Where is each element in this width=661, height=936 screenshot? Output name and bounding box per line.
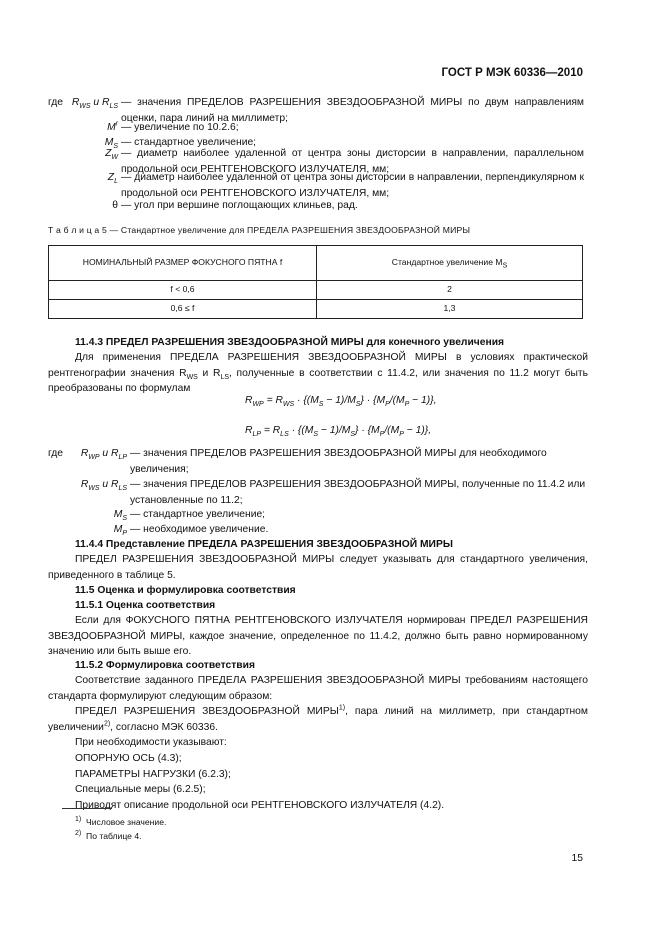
table-header-row bbox=[49, 246, 583, 281]
footnote-mark: 1) bbox=[75, 816, 82, 824]
def-symbol: $M^r$ bbox=[107, 120, 118, 133]
footnote-divider bbox=[62, 808, 112, 809]
def-text: — увеличение по 10.2.6; bbox=[121, 122, 239, 133]
list-line: Приводят описание продольной оси РЕНТГЕНОВСКОГО ИЗЛУЧАТЕЛЯ (4.2). bbox=[75, 799, 445, 811]
formula-rwp: $R_{WP} = R_{WS} \cdot \{(M_S - 1)/M_S\} \cdot \{M_P/(M_P - 1)\}$, bbox=[245, 395, 437, 409]
formula-rlp: $R_{LP} = R_{LS} \cdot \{(M_S - 1)/M_S\} \cdot \{M_P/(M_P - 1)\}$, bbox=[245, 425, 432, 439]
table-row bbox=[49, 281, 583, 300]
paragraph: ПРЕДЕЛ РАЗРЕШЕНИЯ ЗВЕЗДООБРАЗНОЙ МИРЫ следует указывать для стандартного увеличения, приведенного в таблице 5. bbox=[48, 554, 588, 581]
section-body bbox=[48, 350, 588, 397]
table-header-cell: НОМИНАЛЬНЫЙ РАЗМЕР ФОКУСНОГО ПЯТНА f bbox=[49, 246, 317, 281]
section-heading-11-4-4: 11.4.4 Представление ПРЕДЕЛА РАЗРЕШЕНИЯ ЗВЕЗДООБРАЗНОЙ МИРЫ bbox=[75, 539, 453, 550]
def-text: — стандартное увеличение; bbox=[121, 137, 257, 148]
list-line: ПАРАМЕТРЫ НАГРУЗКИ (6.2.3); bbox=[75, 768, 231, 780]
def-text: — диаметр наиболее удаленной от центра зоны дисторсии в направлении, параллельном продольной оси РЕНТГЕНОВСКОГО ИЗЛУЧАТЕЛЯ, мм; bbox=[121, 148, 584, 175]
def-symbol: θ bbox=[112, 200, 118, 211]
footnote-text: Числовое значение. bbox=[86, 817, 167, 827]
footnote-mark: 2) bbox=[75, 830, 82, 838]
section-heading-11-5-2: 11.5.2 Формулировка соответствия bbox=[75, 660, 255, 671]
paragraph: Если для ФОКУСНОГО ПЯТНА РЕНТГЕНОВСКОГО ИЗЛУЧАТЕЛЯ нормирован ПРЕДЕЛ РАЗРЕШЕНИЯ ЗВЕЗДООБРАЗНОЙ МИРЫ, каждое значение, определенное по 11.4.2, должно быть равно нормированному значению или быть выше его. bbox=[48, 615, 588, 658]
def-text: — значения ПРЕДЕЛОВ РАЗРЕШЕНИЯ ЗВЕЗДООБРАЗНОЙ МИРЫ, полученные по 11.4.2 или установленные по 11.2; bbox=[130, 479, 586, 506]
footnote-text: По таблице 4. bbox=[86, 831, 142, 841]
def-text: — значения ПРЕДЕЛОВ РАЗРЕШЕНИЯ ЗВЕЗДООБРАЗНОЙ МИРЫ по двум направлениям оценки, пара линий на миллиметр; bbox=[121, 97, 584, 124]
table-cell: 0,6 ≤ f bbox=[49, 300, 317, 319]
def-symbol: $M_S$ bbox=[104, 137, 118, 151]
def-text: — необходимое увеличение. bbox=[130, 524, 269, 535]
paragraph: ПРЕДЕЛ РАЗРЕШЕНИЯ ЗВЕЗДООБРАЗНОЙ МИРЫ$^{1)}$, пара линий на миллиметр, при стандартном увеличении$^{2)}$, согласно МЭК 60336. bbox=[48, 704, 588, 733]
table-5 bbox=[48, 245, 583, 319]
paragraph: Для применения ПРЕДЕЛА РАЗРЕШЕНИЯ ЗВЕЗДООБРАЗНОЙ МИРЫ в условиях практической рентгенографии значения $R_{WS}$ и $R_{LS}$, полученные в соответствии с 11.4.2, или значения по 11.2 могут быть преобразованы по формулам bbox=[48, 352, 588, 395]
def-symbol: $M_S$ bbox=[113, 509, 127, 523]
table-header-cell: Стандартное увеличение $M_S$ bbox=[317, 246, 583, 281]
defs-lead: где bbox=[48, 97, 64, 108]
section-body bbox=[48, 613, 588, 660]
def-text: — стандартное увеличение; bbox=[130, 509, 266, 520]
table-caption: Т а б л и ц а 5 — Стандартное увеличение для ПРЕДЕЛА РАЗРЕШЕНИЯ ЗВЕЗДООБРАЗНОЙ МИРЫ bbox=[48, 225, 471, 235]
paragraph: Соответствие заданного ПРЕДЕЛА РАЗРЕШЕНИЯ ЗВЕЗДООБРАЗНОЙ МИРЫ требованиям настоящего стандарта формулируют следующим образом: bbox=[48, 675, 588, 702]
document-header: ГОСТ Р МЭК 60336—2010 bbox=[441, 67, 583, 79]
def-symbol: $M_P$ bbox=[113, 524, 127, 538]
section-heading-11-5-1: 11.5.1 Оценка соответствия bbox=[75, 600, 216, 611]
section-heading-11-4-3: 11.4.3 ПРЕДЕЛ РАЗРЕШЕНИЯ ЗВЕЗДООБРАЗНОЙ МИРЫ для конечного увеличения bbox=[75, 337, 505, 348]
def-text: — диаметр наиболее удаленной от центра зоны дисторсии в направлении, перпендикулярном к продольной оси РЕНТГЕНОВСКОГО ИЗЛУЧАТЕЛЯ, мм; bbox=[121, 172, 584, 199]
list-line: Специальные меры (6.2.5); bbox=[75, 784, 206, 796]
def-symbol: $Z_W$ bbox=[105, 148, 118, 162]
footnote bbox=[75, 829, 142, 845]
table-cell: 1,3 bbox=[317, 300, 583, 319]
table-row bbox=[49, 300, 583, 319]
def-symbol: $R_{WS}$ и $R_{LS}$ bbox=[71, 97, 118, 111]
def-text: — значения ПРЕДЕЛОВ РАЗРЕШЕНИЯ ЗВЕЗДООБРАЗНОЙ МИРЫ для необходимого увеличения; bbox=[130, 448, 547, 475]
def-symbol: $R_{WP}$ и $R_{LP}$ bbox=[80, 448, 127, 462]
def-symbol: $Z_L$ bbox=[107, 172, 118, 186]
section-body bbox=[48, 673, 588, 813]
list-line: ОПОРНУЮ ОСЬ (4.3); bbox=[75, 752, 182, 764]
section-body bbox=[48, 552, 588, 583]
table-cell: f < 0,6 bbox=[49, 281, 317, 300]
def-symbol: $R_{WS}$ и $R_{LS}$ bbox=[80, 479, 127, 493]
table-cell: 2 bbox=[317, 281, 583, 300]
def-text: — угол при вершине поглощающих клиньев, рад. bbox=[121, 200, 358, 211]
defs-lead: где bbox=[48, 448, 64, 459]
page-number: 15 bbox=[571, 853, 583, 864]
list-line: При необходимости указывают: bbox=[75, 737, 227, 749]
section-heading-11-5: 11.5 Оценка и формулировка соответствия bbox=[75, 585, 296, 596]
